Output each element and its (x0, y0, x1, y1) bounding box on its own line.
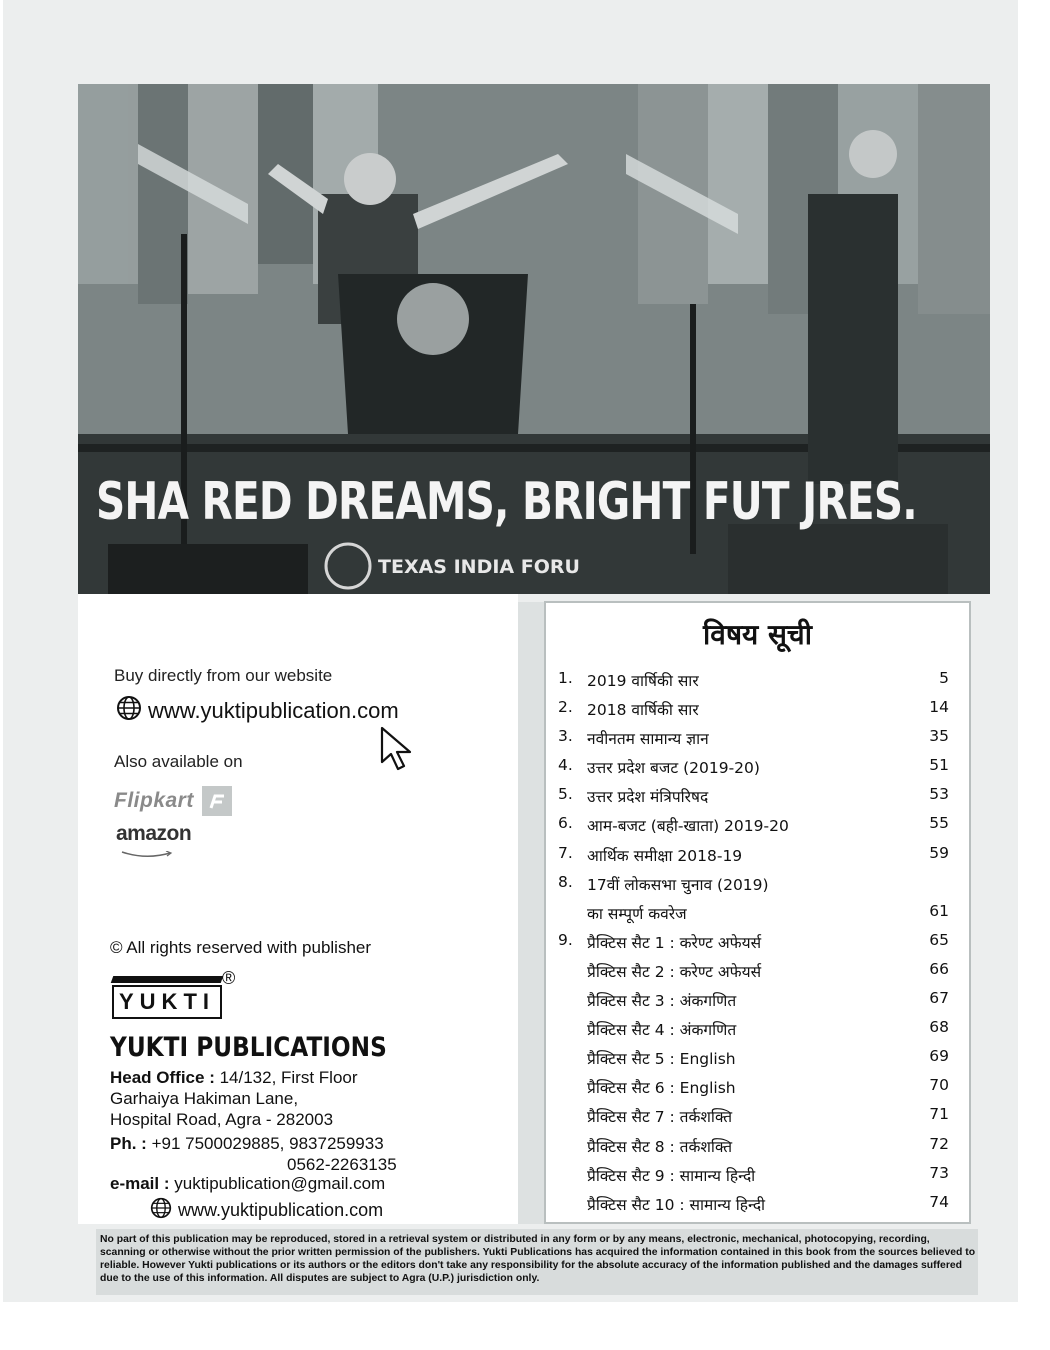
toc-item[interactable] (546, 1043, 969, 1072)
toc-item-title: प्रैक्टिस सैट 2 : करेण्ट अफेयर्स (587, 962, 762, 981)
toc-item-page: 72 (929, 1134, 949, 1153)
website-url: www.yuktipublication.com (148, 698, 399, 723)
toc-side-strip (518, 602, 544, 1224)
toc-item[interactable] (546, 840, 969, 869)
flipkart-label: Flipkart (114, 789, 194, 812)
toc-list (546, 665, 969, 1218)
website-link[interactable] (116, 695, 399, 727)
toc-item-title: प्रैक्टिस सैट 6 : English (587, 1079, 736, 1098)
toc-item[interactable] (546, 1072, 969, 1101)
toc-item-page: 70 (929, 1076, 949, 1095)
toc-item-number: 2. (558, 698, 573, 717)
toc-item-page: 51 (929, 756, 949, 775)
toc-item-page: 66 (929, 959, 949, 978)
globe-icon (150, 1197, 172, 1224)
toc-item-title: उत्तर प्रदेश बजट (2019-20) (587, 759, 760, 778)
toc-item-title: प्रैक्टिस सैट 3 : अंकगणित (587, 992, 737, 1011)
toc-item-page: 14 (929, 698, 949, 717)
toc-item-title: नवीनतम सामान्य ज्ञान (587, 730, 709, 749)
banner-slogan: SHA RED DREAMS, BRIGHT FUT JRES. (96, 472, 917, 532)
head-office-label: Head Office : (110, 1068, 215, 1087)
toc-item-number: 4. (558, 756, 573, 775)
toc-item-page: 55 (929, 814, 949, 833)
cover-photo (78, 84, 990, 594)
toc-item[interactable] (546, 869, 969, 898)
toc-item-number: 6. (558, 814, 573, 833)
toc-item-number: 1. (558, 669, 573, 687)
toc-item-page: 65 (929, 930, 949, 949)
address-line-3: Hospital Road, Agra - 282003 (110, 1110, 334, 1129)
toc-item-title: आम-बजट (बही-खाता) 2019-20 (587, 817, 789, 836)
toc-item-title: प्रैक्टिस सैट 4 : अंकगणित (587, 1021, 737, 1040)
amazon-label: amazon (116, 822, 192, 845)
toc-item-number: 7. (558, 843, 573, 862)
toc-item[interactable] (546, 927, 969, 956)
buy-directly-text: Buy directly from our website (114, 666, 333, 685)
toc-item-page: 68 (929, 1018, 949, 1037)
toc-item-title: प्रैक्टिस सैट 7 : तर्कशक्ति (587, 1108, 733, 1127)
copyright-notice: © All rights reserved with publisher (110, 938, 372, 957)
flipkart-logo[interactable] (114, 786, 232, 816)
cursor-pointer-icon (380, 726, 414, 777)
also-available-text: Also available on (114, 752, 243, 771)
toc-item[interactable] (546, 956, 969, 985)
phone-line (110, 1134, 384, 1154)
toc-item[interactable] (546, 781, 969, 810)
toc-item-title: 17वीं लोकसभा चुनाव (2019) (587, 875, 769, 894)
toc-item-page: 73 (929, 1163, 949, 1182)
toc-item-title: प्रैक्टिस सैट 8 : तर्कशक्ति (587, 1137, 733, 1156)
toc-item-page: 59 (929, 843, 949, 862)
toc-item[interactable] (546, 810, 969, 839)
website-link-bottom[interactable] (150, 1197, 383, 1224)
toc-item-title: का सम्पूर्ण कवरेज (587, 904, 687, 923)
toc-item[interactable] (546, 898, 969, 927)
logo-stripe (111, 976, 224, 983)
toc-item[interactable] (546, 1189, 969, 1218)
toc-item-title: आर्थिक समीक्षा 2018-19 (587, 846, 743, 865)
toc-item-page: 69 (929, 1047, 949, 1066)
toc-item-title: प्रैक्टिस सैट 1 : करेण्ट अफेयर्स (587, 933, 762, 952)
toc-item-page: 35 (929, 727, 949, 746)
head-office-line (110, 1068, 358, 1088)
toc-item-page: 71 (929, 1105, 949, 1124)
toc-item[interactable] (546, 1131, 969, 1160)
amazon-smile-icon (116, 851, 176, 859)
toc-item-page: 61 (929, 901, 949, 920)
toc-item-page: 74 (929, 1192, 949, 1211)
toc-item-page: 67 (929, 989, 949, 1008)
table-of-contents (544, 601, 971, 1224)
toc-item-title: प्रैक्टिस सैट 10 : सामान्य हिन्दी (587, 1195, 766, 1214)
address-line-2: Garhaiya Hakiman Lane, (110, 1089, 299, 1108)
disclaimer-text: No part of this publication may be reproduced, stored in a retrieval system or distributed in any form or by any means, electronic, mechanical, photocopying, recording, scanning or otherwise without the prior written permission of the publishers. Yukti Publications has acquired the information contained in this book from the sources believed to reliable. However Yukti publications or its authors or the editors don't take any responsibility for the absolute accuracy of the information published and the damages suffered due to the use of this information. All disputes are subject to Agra (U.P.) jurisdiction only. (96, 1229, 978, 1295)
address-line-1: 14/132, First Floor (214, 1068, 358, 1087)
toc-item-title: 2019 वार्षिकी सार (587, 672, 699, 690)
phone-landline: 0562-2263135 (287, 1155, 397, 1174)
toc-item-title: प्रैक्टिस सैट 5 : English (587, 1050, 736, 1069)
globe-icon (116, 695, 142, 727)
email-address[interactable]: yuktipublication@gmail.com (169, 1174, 386, 1193)
toc-item-title: प्रैक्टिस सैट 9 : सामान्य हिन्दी (587, 1166, 756, 1185)
toc-item-page: 53 (929, 785, 949, 804)
toc-item[interactable] (546, 694, 969, 723)
toc-item-number: 8. (558, 872, 573, 891)
toc-item[interactable] (546, 723, 969, 752)
forum-label: TEXAS INDIA FORU (378, 556, 580, 578)
toc-item-title: उत्तर प्रदेश मंत्रिपरिषद (587, 788, 709, 807)
phone-label: Ph. : (110, 1134, 147, 1153)
toc-item[interactable] (546, 1014, 969, 1043)
toc-item-number: 9. (558, 930, 573, 949)
toc-item[interactable] (546, 1101, 969, 1130)
toc-title: विषय सूची (703, 618, 812, 651)
toc-item[interactable] (546, 752, 969, 781)
toc-item-title: 2018 वार्षिकी सार (587, 701, 699, 720)
flipkart-bag-icon (202, 786, 232, 816)
yukti-logo: YUKTI (112, 985, 222, 1019)
toc-item-page: 5 (939, 669, 949, 687)
website-url-bottom: www.yuktipublication.com (178, 1200, 384, 1220)
toc-item[interactable] (546, 985, 969, 1014)
toc-item-number: 5. (558, 785, 573, 804)
toc-item-number: 3. (558, 727, 573, 746)
publisher-name: YUKTI PUBLICATIONS (110, 1032, 387, 1063)
phone-numbers: +91 7500029885, 9837259933 (146, 1134, 384, 1153)
toc-item[interactable] (546, 665, 969, 694)
registered-mark: ® (222, 968, 236, 988)
email-line (110, 1174, 385, 1194)
amazon-logo[interactable] (116, 822, 191, 864)
email-label: e-mail : (110, 1174, 170, 1193)
toc-item[interactable] (546, 1160, 969, 1189)
